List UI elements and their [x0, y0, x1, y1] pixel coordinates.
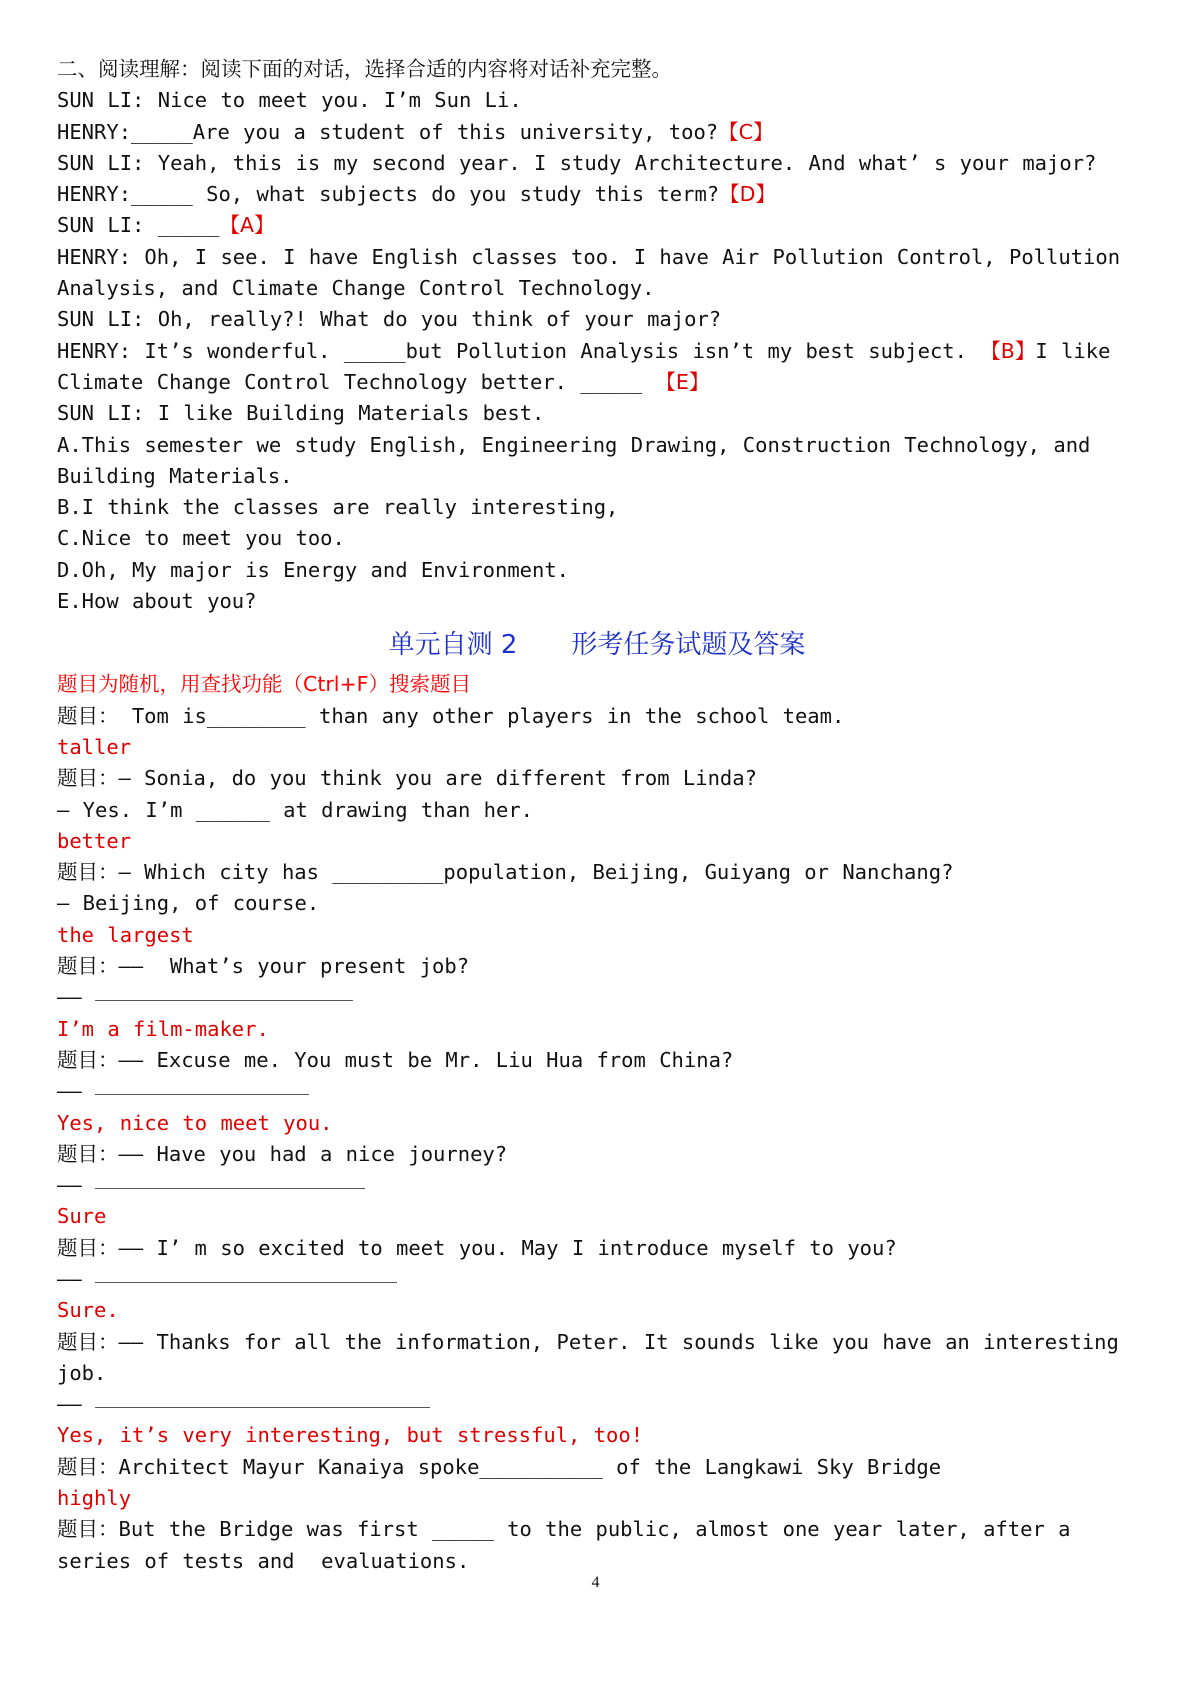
- reply-line: ——: [57, 1389, 1137, 1420]
- answer-blank-rule: [95, 1282, 397, 1283]
- closing-line: SUN LI: I like Building Materials best.: [57, 401, 545, 426]
- question-line: 题目：—— Excuse me. You must be Mr. Liu Hua from China?: [57, 1047, 734, 1072]
- answer-mark: 【B】: [980, 338, 1036, 363]
- option-item: B.I think the classes are really interesting,: [57, 495, 619, 520]
- question-line: 题目：— Sonia, do you think you are different from Linda?: [57, 766, 757, 791]
- option-item: E.How about you?: [57, 589, 257, 614]
- question-line: 题目：Architect Mayur Kanaiya spoke__________ of the Langkawi Sky Bridge: [57, 1454, 942, 1479]
- page-number: 4: [591, 1574, 600, 1591]
- dialogue-line: SUN LI: Nice to meet you. I’m Sun Li.: [57, 88, 522, 113]
- dialogue-line: HENRY:_____Are you a student of this university, too?【C】: [57, 119, 774, 144]
- answer-mark: 【C】: [718, 119, 774, 144]
- reply-line: ——: [57, 982, 1137, 1013]
- answer-mark: 【E】: [655, 369, 710, 394]
- dialogue-line: SUN LI: Yeah, this is my second year. I study Architecture. And what’ s your major?: [57, 150, 1097, 175]
- answer-text: Sure: [57, 1204, 107, 1229]
- answer-text: highly: [57, 1486, 132, 1511]
- dialogue-block: [57, 85, 1137, 335]
- answer-blank-rule: [95, 1094, 309, 1095]
- dialogue-line: SUN LI: _____【A】: [57, 213, 275, 238]
- option-item: D.Oh, My major is Energy and Environment.: [57, 557, 570, 582]
- answer-text: Sure.: [57, 1298, 119, 1323]
- dialogue-line: SUN LI: Oh, really?! What do you think of your major?: [57, 307, 722, 332]
- question-line: 题目：— Which city has _________population, Beijing, Guiyang or Nanchang?: [57, 860, 954, 885]
- question-line: 题目：—— Have you had a nice journey?: [57, 1141, 508, 1166]
- question-list: [57, 701, 1137, 1577]
- answer-blank-rule: [95, 1407, 430, 1408]
- reply-line: ——: [57, 1170, 1137, 1201]
- answer-text: the largest: [57, 922, 194, 947]
- answer-blank-rule: [95, 1000, 353, 1001]
- section-title: 单元自测 2 形考任务试题及答案: [388, 630, 806, 661]
- question-line: — Beijing, of course.: [57, 891, 320, 916]
- document-page: [57, 54, 1137, 1577]
- question-line: 题目：—— I’ m so excited to meet you. May I introduce myself to you?: [57, 1235, 897, 1260]
- option-item: C.Nice to meet you too.: [57, 526, 345, 551]
- search-notice: 题目为随机，用查找功能（Ctrl+F）搜索题目: [57, 672, 471, 697]
- answer-text: better: [57, 828, 132, 853]
- reply-line: ——: [57, 1264, 1137, 1295]
- question-line: 题目：—— Thanks for all the information, Peter. It sounds like you have an interesting job.: [57, 1329, 1133, 1385]
- henry-line: HENRY: It’s wonderful. _____but Pollution Analysis isn’t my best subject. 【B】I like Climate Change Control Technology better. _____ 【E】: [57, 338, 1124, 394]
- dialogue-line: HENRY: Oh, I see. I have English classes too. I have Air Pollution Control, Pollution Analysis, and Climate Change Control Technology.: [57, 244, 1134, 301]
- answer-text: taller: [57, 734, 132, 759]
- question-line: — Yes. I’m ______ at drawing than her.: [57, 797, 533, 822]
- section-heading: 二、阅读理解：阅读下面的对话，选择合适的内容将对话补充完整。: [57, 57, 672, 81]
- option-item: A.This semester we study English, Engineering Drawing, Construction Technology, and Building Materials.: [57, 432, 1104, 488]
- options-list: [57, 430, 1137, 618]
- answer-blank-rule: [95, 1188, 365, 1189]
- question-line: 题目： Tom is________ than any other players in the school team.: [57, 703, 845, 728]
- question-line: 题目：But the Bridge was first _____ to the public, almost one year later, after a series of tests and evaluations.: [57, 1517, 1084, 1573]
- answer-mark: 【A】: [219, 213, 275, 238]
- answer-text: I’m a film-maker.: [57, 1016, 269, 1041]
- question-line: 题目：—— What’s your present job?: [57, 954, 470, 979]
- reply-line: ——: [57, 1076, 1137, 1107]
- answer-mark: 【D】: [719, 182, 776, 207]
- answer-text: Yes, it’s very interesting, but stressful, too!: [57, 1423, 644, 1448]
- answer-text: Yes, nice to meet you.: [57, 1110, 333, 1135]
- dialogue-line: HENRY:_____ So, what subjects do you study this term?【D】: [57, 182, 776, 207]
